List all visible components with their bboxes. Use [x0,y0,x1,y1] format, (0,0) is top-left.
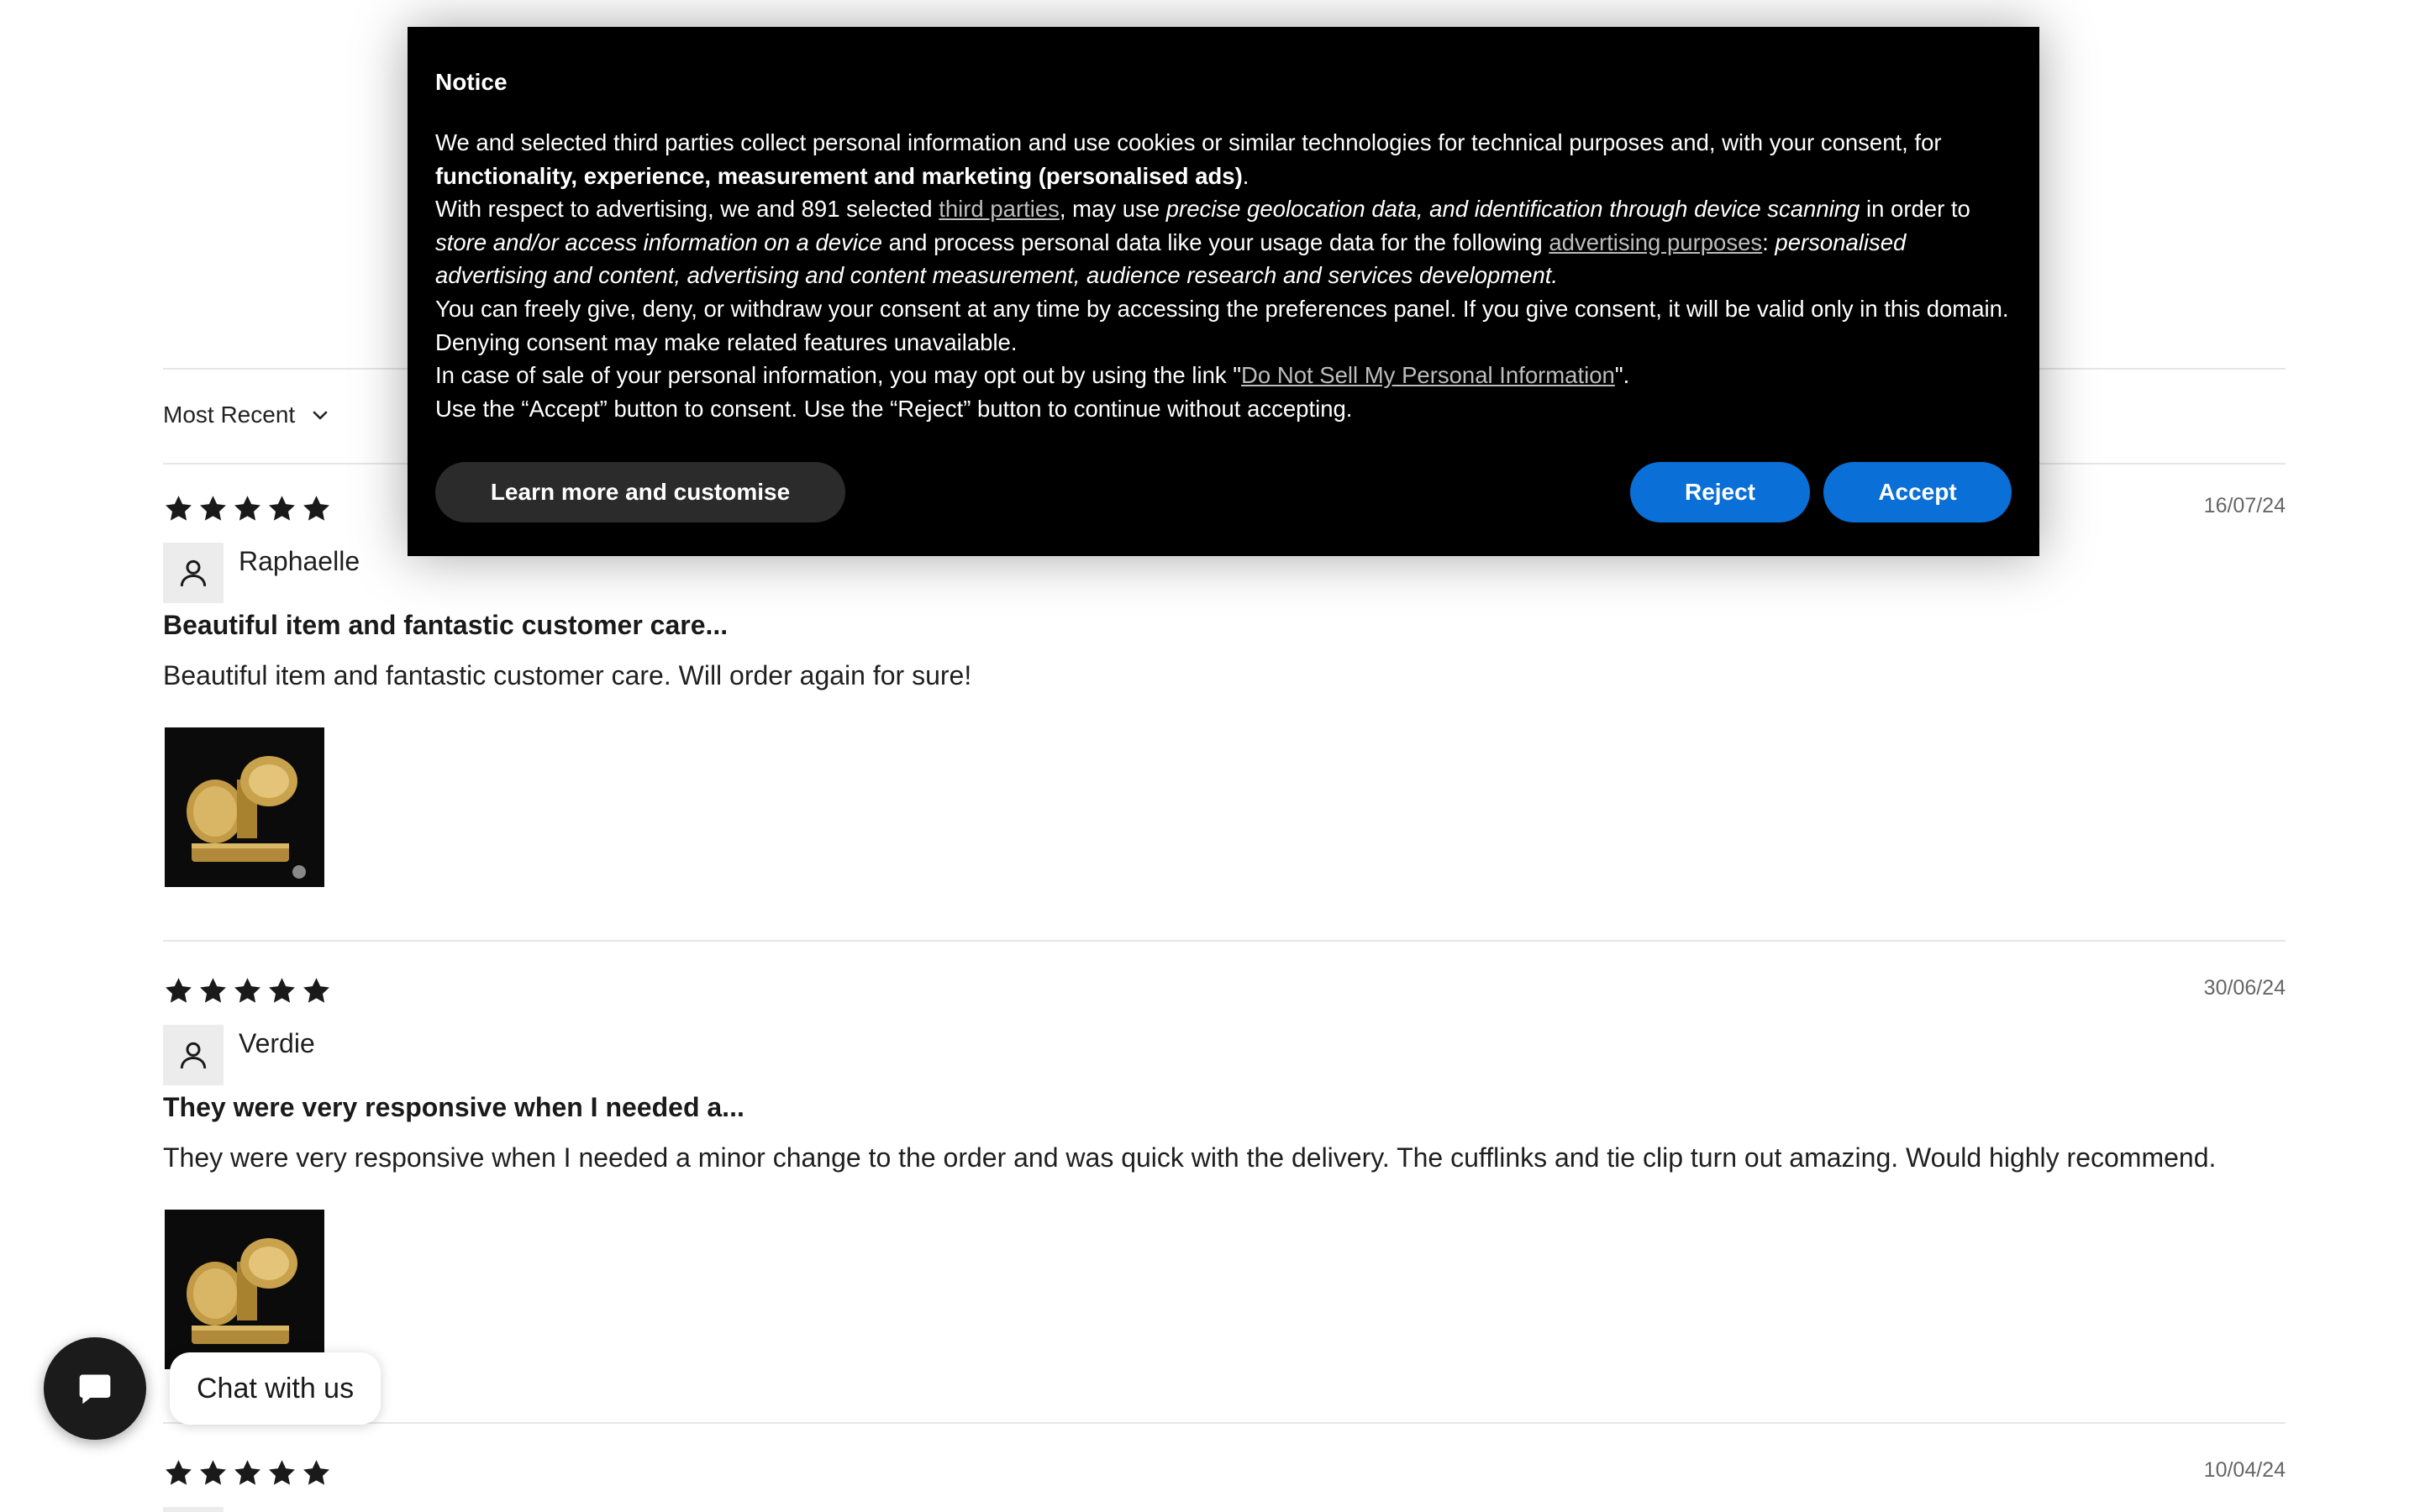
star-icon [301,1458,332,1488]
notice-paragraph [435,192,2015,292]
cufflinks-photo [165,1210,324,1369]
notice-paragraph [435,126,2015,192]
reject-button[interactable]: Reject [1630,462,1810,522]
learn-more-button[interactable]: Learn more and customise [435,462,845,522]
review-body: They were very responsive when I needed a minor change to the order and was quick with the delivery. The cufflinks and tie clip turn out amazing. Would highly recommend. [163,1142,2217,1173]
review-photo-thumbnail[interactable] [165,727,324,887]
notice-text-segment: In case of sale of your personal information, you may opt out by using the link " [435,362,1242,389]
review-author [163,1507,224,1512]
review-date: 16/07/24 [2203,494,2286,517]
review-author [163,543,360,603]
avatar [163,1025,224,1085]
avatar [163,543,224,603]
avatar [163,1507,224,1512]
author-name: Raphaelle [239,546,360,576]
star-icon [266,1458,297,1488]
star-rating [163,976,332,1006]
star-icon [232,976,263,1006]
notice-paragraph [435,359,2015,392]
user-icon [176,556,210,590]
notice-text-segment: and process personal data like your usage data for the following [881,228,1549,255]
sort-label: Most Recent [163,402,296,428]
review-photo-thumbnail[interactable] [165,1210,324,1369]
user-icon [176,1038,210,1072]
notice-text-segment: , may use [1059,196,1166,223]
chat-bubble-icon [76,1370,113,1407]
star-icon [232,1458,263,1488]
divider [163,940,2286,942]
review-body: Beautiful item and fantastic customer care. Will order again for sure! [163,660,972,690]
star-icon [163,1458,194,1488]
divider [163,1422,2286,1424]
advertising-purposes-link[interactable]: advertising purposes [1549,228,1763,255]
star-icon [163,976,194,1006]
star-icon [266,976,297,1006]
notice-text-segment: With respect to advertising, we and 891 selected [435,196,939,223]
third-parties-link[interactable]: third parties [939,196,1060,223]
sort-dropdown[interactable] [163,402,330,428]
notice-text [435,126,2015,425]
review-date: 30/06/24 [2203,976,2286,1000]
notice-text-segment: : [1762,228,1776,255]
notice-text-bold: functionality, experience, measurement and marketing (personalised ads) [435,162,1243,189]
star-rating [163,494,332,524]
star-icon [197,1458,229,1488]
chat-with-us-label[interactable]: Chat with us [170,1352,381,1425]
notice-text-italic: precise geolocation data, and identification through device scanning [1165,196,1860,223]
notice-paragraph: Use the “Accept” button to consent. Use the “Reject” button to continue without accepting. [435,395,1353,422]
notice-title: Notice [435,69,508,95]
star-rating [163,1458,332,1488]
notice-text-segment: We and selected third parties collect personal information and use cookies or similar technologies for technical purposes and, with your consent, for [435,129,1942,155]
star-icon [301,976,332,1006]
do-not-sell-link[interactable]: Do Not Sell My Personal Information [1241,362,1615,389]
star-icon [197,976,229,1006]
star-icon [266,494,297,524]
review-date: 10/04/24 [2203,1458,2286,1482]
notice-text-segment: in order to [1860,196,1970,223]
review-author [163,1025,315,1085]
notice-text-italic: store and/or access information on a device [435,228,882,255]
notice-text-italic: personalised advertising and content, advertising and content measurement, audience research and services development. [435,228,1907,289]
star-icon [301,494,332,524]
review-title: They were very responsive when I needed a... [163,1092,744,1122]
author-name: Verdie [239,1028,315,1058]
chevron-down-icon [310,405,330,425]
notice-text-segment: . [1242,162,1249,189]
star-icon [232,494,263,524]
review-title: Beautiful item and fantastic customer care... [163,610,729,640]
star-icon [197,494,229,524]
chat-launcher-button[interactable] [44,1337,146,1440]
cookie-notice-dialog [408,27,2039,556]
star-icon [163,494,194,524]
notice-paragraph: You can freely give, deny, or withdraw your consent at any time by accessing the preferences panel. If you give consent, it will be valid only in this domain. Denying consent may make related features unavailable. [435,295,2009,355]
cufflinks-photo [165,727,324,887]
accept-button[interactable]: Accept [1823,462,2012,522]
notice-text-segment: ". [1614,362,1630,389]
